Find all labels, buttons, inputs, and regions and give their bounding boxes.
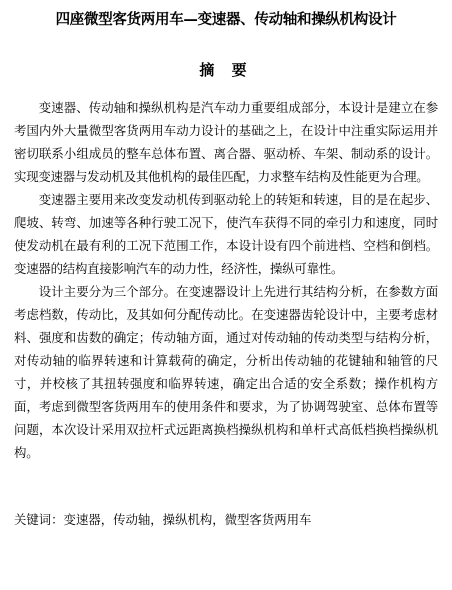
abstract-heading: 摘 要	[199, 61, 253, 79]
abstract-body	[14, 96, 438, 464]
abstract-paragraph-2: 变速器主要用来改变发动机传到驱动轮上的转矩和转速，目的是在起步、爬坡、转弯、加速等各种行驶工况下，使汽车获得不同的牵引力和速度，同时使发动机在最有利的工况下范围工作，本设计设有四个前进档、空档和倒档。变速器的结构直接影响汽车的动力性，经济性，操纵可靠性。	[14, 192, 438, 276]
keywords-line: 关键词：变速器，传动轴，操纵机构，微型客货两用车	[14, 512, 312, 527]
abstract-paragraph-3: 设计主要分为三个部分。在变速器设计上先进行其结构分析，在参数方面考虑档数，传动比，及其如何分配传动比。在变速器齿轮设计中，主要考虑材料、强度和齿数的确定；传动轴方面，通过对传动轴的传动类型与结构分析，对传动轴的临界转速和计算载荷的确定，分析出传动轴的花键轴和轴管的尺寸，并校核了其扭转强度和临界转速，确定出合适的安全系数；操作机构方面，考虑到微型客货两用车的使用条件和要求，为了协调驾驶室、总体布置等问题，本次设计采用双拉杆式远距离换档操纵机构和单杆式高低档换档操纵机构。	[14, 284, 438, 460]
abstract-paragraph-1: 变速器、传动轴和操纵机构是汽车动力重要组成部分，本设计是建立在参考国内外大量微型客货两用车动力设计的基础之上，在设计中注重实际运用并密切联系小组成员的整车总体布置、离合器、驱动桥、车架、制动系的设计。实现变速器与发动机及其他机构的最佳匹配，力求整车结构及性能更为合理。	[14, 100, 438, 184]
document-title: 四座微型客货两用车—变速器、传动轴和操纵机构设计	[55, 12, 397, 28]
